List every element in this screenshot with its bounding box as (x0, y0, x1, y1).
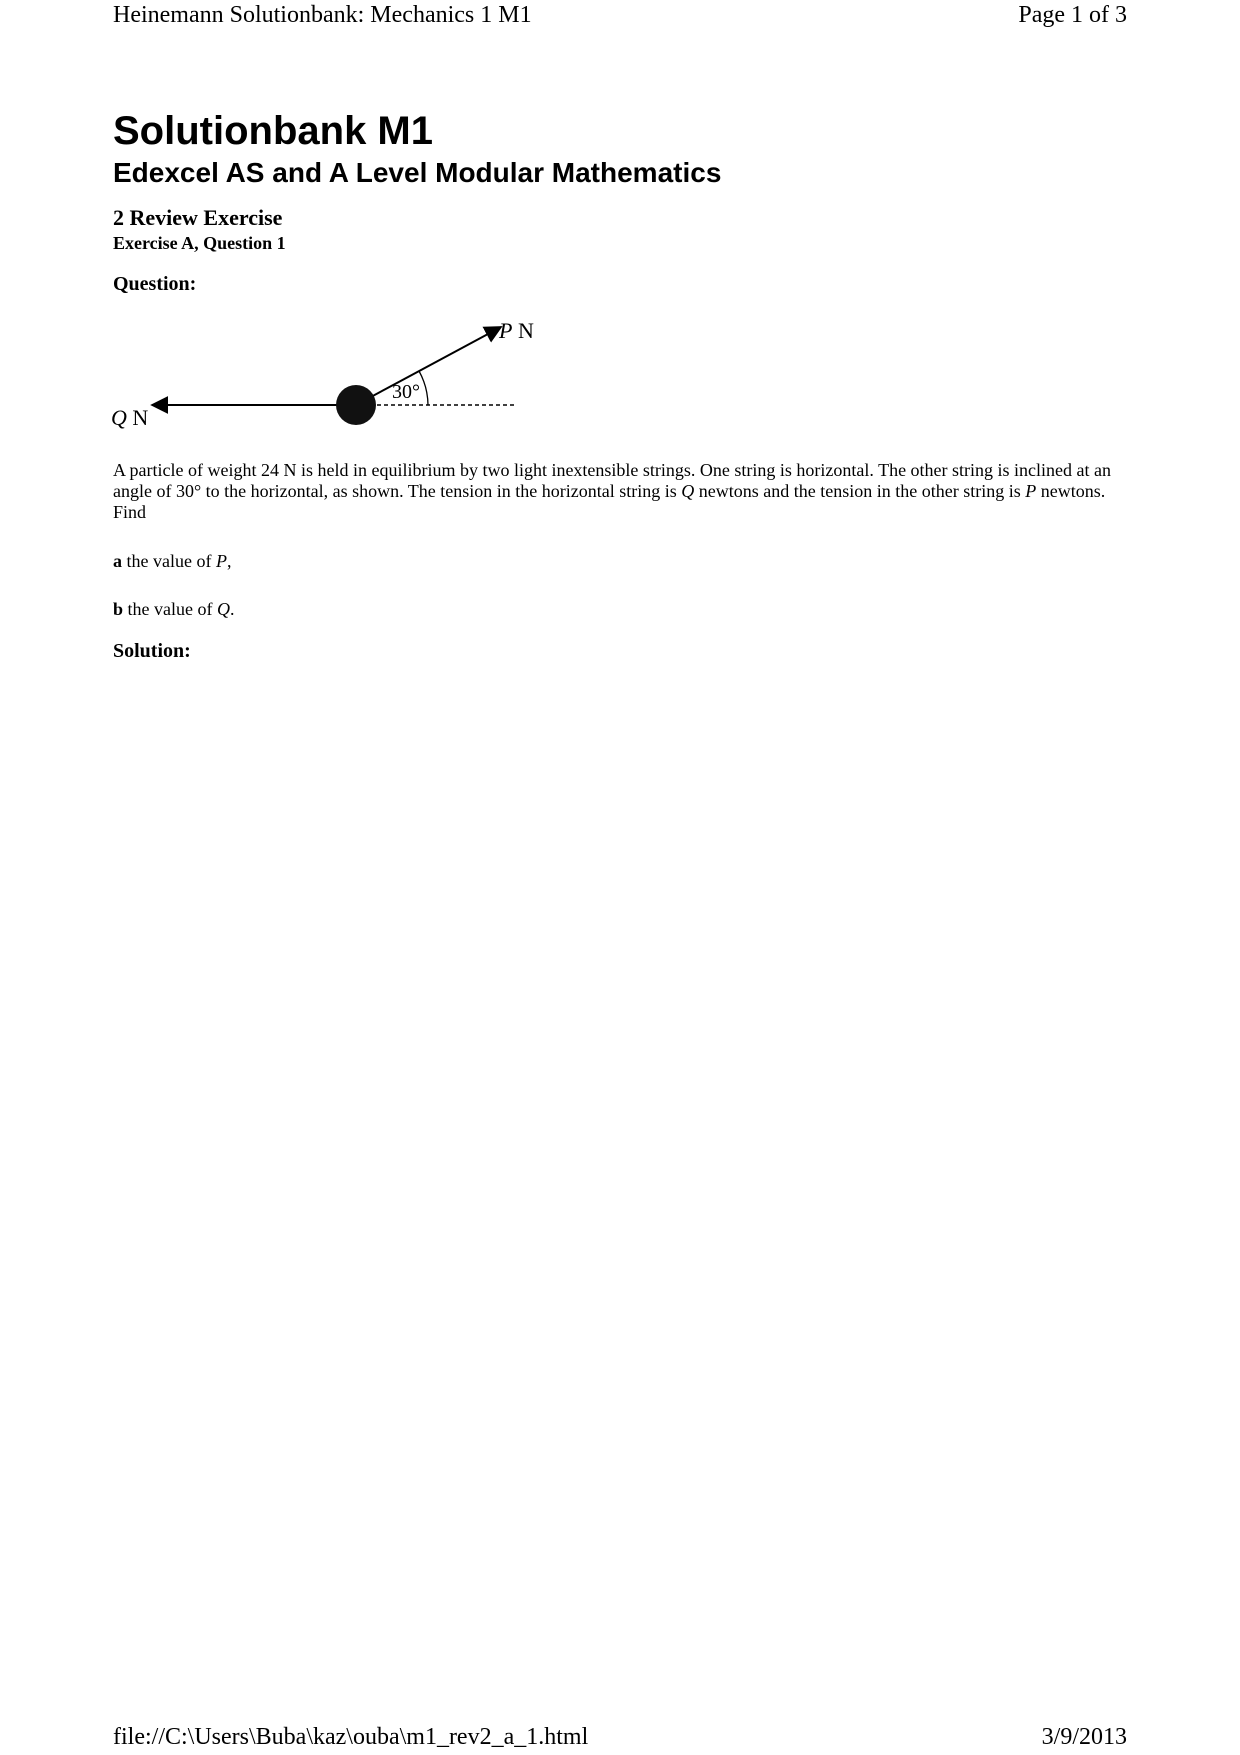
section-heading: 2 Review Exercise (113, 205, 283, 230)
question-heading: Question: (113, 273, 197, 295)
page-title: Solutionbank M1 (113, 109, 433, 153)
particle (336, 385, 376, 425)
p-force-label: P N (499, 318, 534, 343)
question-text: A particle of weight 24 N is held in equilibrium by two light inextensible strings. One string is horizontal. The other string is inclined at an angle of 30° to the horizontal, as shown. The tension in the horizontal string is Q newtons and the tension in the other string is P newtons. Find (113, 460, 1112, 522)
footer-file-path: file://C:\Users\Buba\kaz\ouba\m1_rev2_a_1.html (113, 1724, 589, 1750)
question-part-b: b the value of Q. (113, 599, 235, 619)
page-subtitle: Edexcel AS and A Level Modular Mathematics (113, 157, 722, 188)
p-force-arrow (356, 327, 501, 405)
angle-arc (419, 371, 428, 405)
footer-date: 3/9/2013 (1041, 1724, 1127, 1750)
header-title: Heinemann Solutionbank: Mechanics 1 M1 (113, 2, 532, 28)
force-diagram (108, 315, 568, 440)
question-part-a: a the value of P, (113, 551, 232, 571)
angle-label: 30° (392, 381, 420, 403)
exercise-label: Exercise A, Question 1 (113, 233, 286, 253)
q-force-label: Q N (111, 405, 149, 430)
solution-heading: Solution: (113, 640, 191, 662)
page-number: Page 1 of 3 (1018, 2, 1127, 28)
